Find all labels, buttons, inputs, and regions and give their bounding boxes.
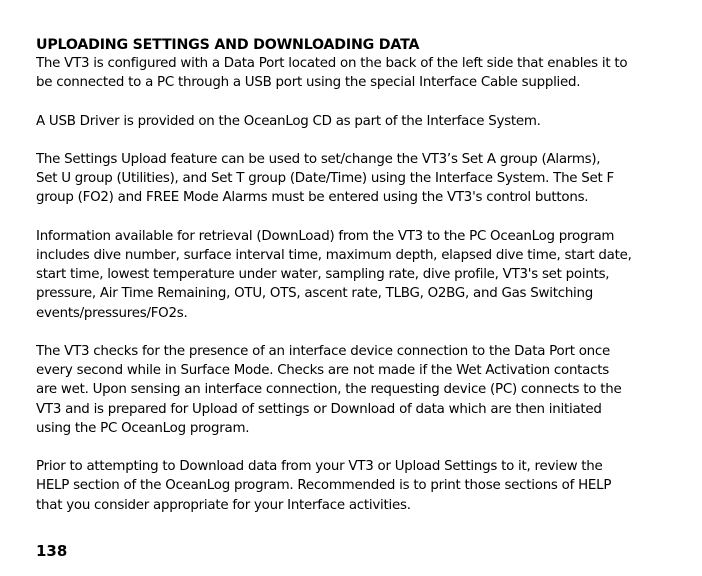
paragraph-line: includes dive number, surface interval time, maximum depth, elapsed dive time, start date, [36,247,632,263]
document-page [36,36,676,515]
paragraph-line: The VT3 checks for the presence of an interface device connection to the Data Port once [36,343,610,359]
paragraph-line: be connected to a PC through a USB port using the special Interface Cable supplied. [36,75,581,91]
paragraph-download-info [36,227,676,323]
paragraph-settings-upload [36,150,676,208]
paragraph-line: A USB Driver is provided on the OceanLog CD as part of the Interface System. [36,113,541,129]
paragraph-line: The Settings Upload feature can be used to set/change the VT3’s Set A group (Alarms), [36,151,601,167]
paragraph-line: Set U group (Utilities), and Set T group (Date/Time) using the Interface System. The Set F [36,171,614,187]
page-number: 138 [36,542,68,560]
paragraph-line: The VT3 is configured with a Data Port located on the back of the left side that enables it to [36,56,628,71]
paragraph-line: group (FO2) and FREE Mode Alarms must be entered using the VT3's control buttons. [36,190,589,206]
paragraph-line: every second while in Surface Mode. Checks are not made if the Wet Activation contacts [36,363,609,379]
paragraph-usb-driver [36,112,676,131]
paragraph-help-section [36,457,676,515]
paragraph-line: pressure, Air Time Remaining, OTU, OTS, ascent rate, TLBG, O2BG, and Gas Switching [36,286,594,302]
paragraph-line: events/pressures/FO2s. [36,305,188,321]
paragraph-line: are wet. Upon sensing an interface connection, the requesting device (PC) connects to the [36,382,622,398]
paragraph-line: using the PC OceanLog program. [36,420,250,436]
paragraph-data-port [36,54,676,92]
section-heading: UPLOADING SETTINGS AND DOWNLOADING DATA [36,37,420,53]
paragraph-line: VT3 and is prepared for Upload of settings or Download of data which are then initiated [36,401,602,417]
paragraph-line: start time, lowest temperature under water, sampling rate, dive profile, VT3's set points, [36,267,610,283]
paragraph-line: Information available for retrieval (DownLoad) from the VT3 to the PC OceanLog program [36,228,615,244]
paragraph-line: that you consider appropriate for your Interface activities. [36,497,411,513]
paragraph-line: Prior to attempting to Download data from your VT3 or Upload Settings to it, review the [36,459,603,475]
paragraph-line: HELP section of the OceanLog program. Recommended is to print those sections of HELP [36,478,612,494]
paragraph-interface-check [36,342,676,438]
